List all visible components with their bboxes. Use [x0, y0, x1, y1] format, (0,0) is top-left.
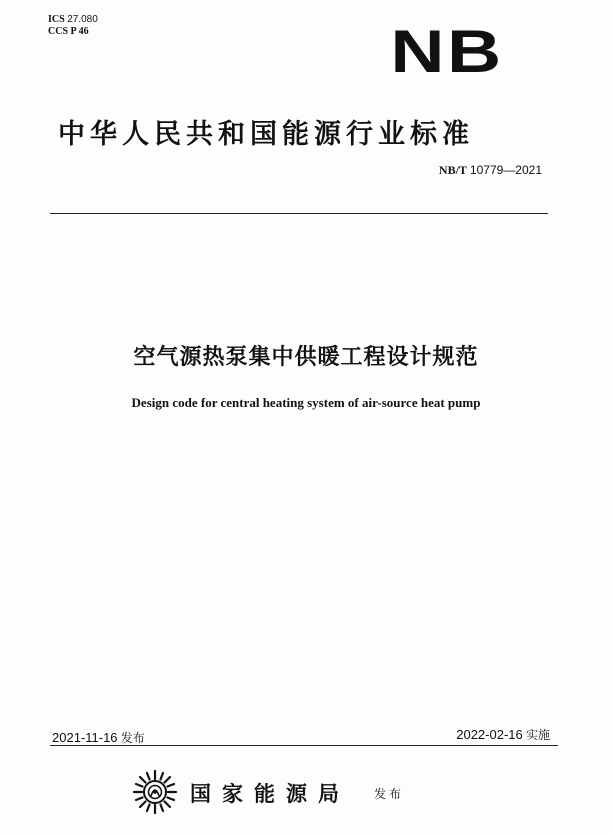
standard-category-title: 中华人民共和国能源行业标准: [58, 119, 474, 150]
ics-value: 27.080: [67, 14, 98, 25]
implementation-date: [456, 726, 550, 743]
issue-date: [52, 729, 145, 746]
issue-date-value: 2021-11-16: [52, 730, 118, 745]
ics-label: ICS: [48, 14, 65, 25]
ccs-value: P 46: [70, 26, 89, 37]
issue-date-word: 发布: [120, 731, 145, 745]
issuing-authority-release-word: 发布: [374, 787, 405, 801]
ccs-line: [48, 26, 98, 38]
classification-codes: [48, 14, 98, 38]
standard-number: [439, 163, 542, 178]
implementation-date-value: 2022-02-16: [456, 727, 523, 742]
ics-line: [48, 14, 98, 26]
ccs-label: CCS: [48, 26, 69, 37]
bottom-divider: [50, 745, 558, 746]
national-energy-administration-emblem-icon: [132, 769, 178, 815]
nb-standard-mark: NB: [390, 18, 504, 85]
standard-number-value: 10779—2021: [469, 163, 542, 177]
document-title-english: Design code for central heating system of air-source heat pump: [131, 395, 481, 410]
implementation-date-word: 实施: [525, 728, 550, 742]
standard-number-prefix: NB/T: [438, 163, 467, 177]
issuing-authority: 国家能源局: [190, 781, 350, 806]
document-title-chinese: 空气源热泵集中供暖工程设计规范: [133, 345, 479, 370]
top-divider: [50, 213, 548, 214]
